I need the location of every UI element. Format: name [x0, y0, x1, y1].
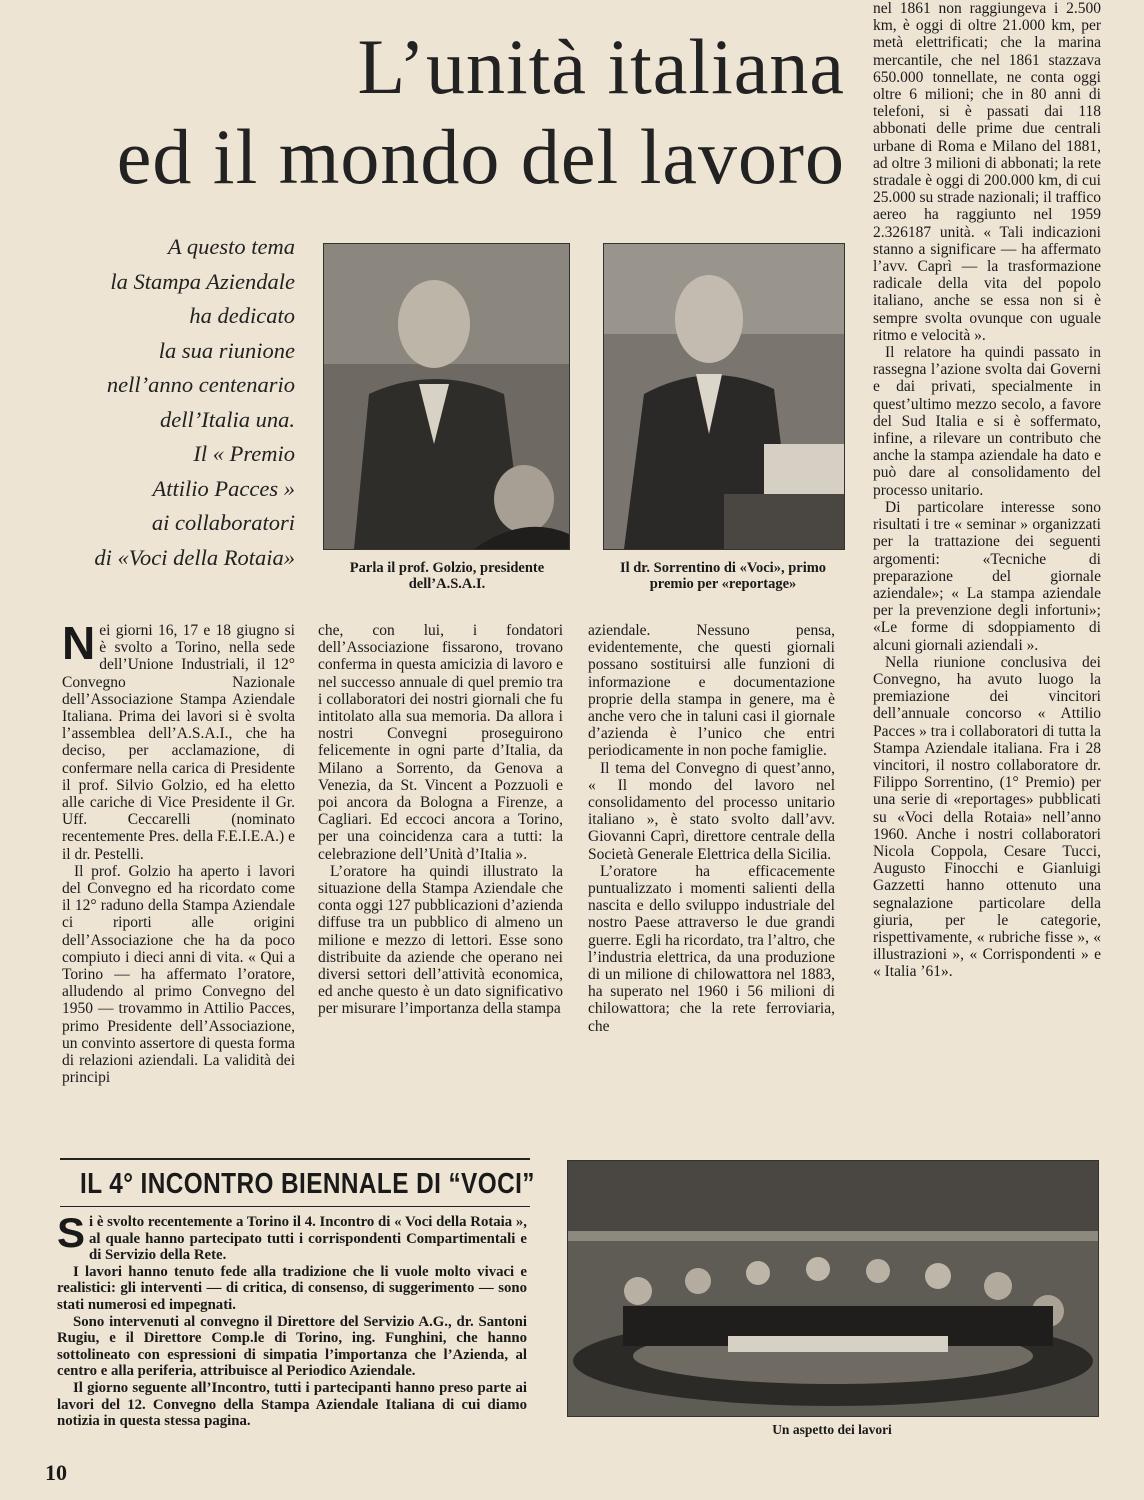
article-title	[70, 22, 845, 202]
lead-line: nell’anno centenario	[106, 372, 295, 397]
lead-line: dell’Italia una.	[160, 406, 295, 432]
box-top-rule	[60, 1158, 530, 1160]
lead-line: Il « Premio	[193, 441, 295, 466]
column-2	[318, 622, 563, 1018]
lead-line: A questo tema	[167, 234, 295, 259]
paragraph: I lavori hanno tenuto fede alla tradizione che li vuole molto vivaci e realistici: gli interventi — di critica, di consenso, di suggerimento — sono stati numerosi ed impegnati.	[57, 1263, 527, 1313]
caption-golzio: Parla il prof. Golzio, presidente dell’A.S.A.I.	[349, 560, 545, 592]
paragraph	[57, 1209, 527, 1264]
photo-meeting	[567, 1160, 1099, 1417]
lead-line: ha dedicato	[189, 303, 295, 328]
paragraph: Il relatore ha quindi passato in rassegna l’azione svolta dai Governi e dai privati, specialmente in quest’ultimo mezzo secolo, a favore del Sud Italia e si è soffermato, infine, a rilevare un contributo che anche la stampa aziendale ha dato e può dare al consolidamento del processo unitario.	[873, 344, 1101, 499]
box-title-rule	[60, 1206, 530, 1207]
paragraph: Il prof. Golzio ha aperto i lavori del Convegno ed ha ricordato come il 12° raduno della Stampa Aziendale ci riporti alle origini dell’Associazione che ha da poco compiuto i dieci anni di vita. « Qui a Torino — ha affermato l’oratore, alludendo al primo Convegno del 1950 — trovammo in Attilio Pacces, primo Presidente dell’Associazione, un convinto assertore di questa forma di relazioni aziendali. La validità dei principi	[62, 862, 295, 1087]
photo-sorrentino-illustration	[604, 244, 844, 549]
paragraph: Sono intervenuti al convegno il Direttore del Servizio A.G., dr. Santoni Rugiu, e il Direttore Comp.le di Torino, ing. Funghini, che hanno sottolineato con espressioni di simpatia l’importanza che l’Azienda, al centro e alla periferia, attribuisce al Periodico Aziendale.	[57, 1313, 527, 1380]
lead-line: la sua riunione	[158, 337, 295, 363]
article-lead	[40, 230, 295, 575]
lead-line: la Stampa Aziendale	[110, 268, 295, 294]
caption-sorrentino: Il dr. Sorrentino di «Voci», primo premio per «reportage»	[619, 560, 827, 592]
dropcap: N	[62, 617, 96, 669]
column-1	[62, 617, 295, 1087]
paragraph: nel 1861 non raggiungeva i 2.500 km, è oggi di oltre 21.000 km, per metà elettrificati; che la marina mercantile, che nel 1861 stazzava 650.000 tonnellate, ne conta oggi oltre 6 milioni; che in 80 anni di telefoni, si è passati dai 118 abbonati delle prime due centrali urbane di Roma e Milano del 1881, ad oltre 3 milioni di abbonati; la rete stradale è oggi di 200.000 km, di cui 25.000 su strade nazionali; il traffico aereo ha raggiunto nel 1959 2.326187 unità. « Tali indicazioni stanno a significare — ha affermato l’avv. Caprì — la trasformazione radicale della vita del popolo italiano, anche se essa non si è sempre svolta ovunque con uguale ritmo e velocità ».	[873, 0, 1101, 344]
paragraph: L’oratore ha efficacemente puntualizzato i momenti salienti della nascita e dello sviluppo industriale del nostro Paese attraverso le due grandi guerre. Egli ha ricordato, tra l’altro, che l’industria elettrica, da una produzione di un milione di chilowattora nel 1883, ha superato nel 1960 i 56 milioni di chilowattora; che la rete ferroviaria, che	[588, 862, 835, 1035]
paragraph	[62, 617, 295, 863]
column-4	[873, 0, 1101, 981]
photo-golzio	[323, 243, 570, 550]
caption-meeting: Un aspetto dei lavori	[772, 1422, 892, 1437]
photo-sorrentino	[603, 243, 845, 550]
paragraph: Il giorno seguente all’Incontro, tutti i partecipanti hanno preso parte ai lavori del 12. Convegno della Stampa Aziendale Italiana di cui diamo notizia in questa stessa pagina.	[57, 1379, 527, 1430]
paragraph-text: i è svolto recentemente a Torino il 4. Incontro di « Voci della Rotaia », al quale hanno partecipato tutti i corrispondenti Compartimentali e di Servizio della Rete.	[89, 1214, 527, 1264]
paragraph: Di particolare interesse sono risultati i tre « seminar » organizzati per la trattazione dei seguenti argomenti: «Tecniche di preparazione del giornale aziendale»; « La stampa aziendale per la prevenzione degli infortuni»; «Le forme di sdoppiamento di alcuni giornali aziendali ».	[873, 498, 1101, 654]
paragraph: aziendale. Nessuno pensa, evidentemente, che questi giornali possano sostituirsi alle funzioni di informazione e documentazione proprie della stampa in genere, ma è anche vero che in taluni casi il giornale d’azienda è l’unico che entri periodicamente in non poche famiglie.	[588, 622, 835, 760]
box-text	[57, 1209, 527, 1430]
paragraph-text: ei giorni 16, 17 e 18 giugno si è svolto a Torino, nella sede dell’Unione Industriali, il 12° Convegno Nazionale dell’Associazione Stampa Aziendale Italiana. Prima dei lavori si è svolta l’assemblea dell’A.S.A.I., che ha deciso, per acclamazione, di confermare nella carica di Presidente il prof. Silvio Golzio, ed ha eletto alle cariche di Vice Presidente il Gr. Uff. Ceccarelli (nominato recentemente Pres. della F.E.I.E.A.) e il dr. Pestelli.	[62, 622, 295, 863]
paragraph: L’oratore ha quindi illustrato la situazione della Stampa Aziendale che conta oggi 127 pubblicazioni d’azienda diffuse tra un pubblico di almeno un milione e mezzo di lettori. Esse sono distribuite da aziende che operano nei diversi settori dell’attività economica, ed anche questo è un dato significativo per misurare l’importanza della stampa	[318, 862, 563, 1018]
photo-meeting-illustration	[568, 1161, 1098, 1416]
lead-line: Attilio Pacces »	[152, 475, 295, 501]
page-number: 10	[45, 1460, 67, 1485]
paragraph: Il tema del Convegno di quest’anno, « Il mondo del lavoro nel consolidamento del processo unitario italiano », è stato svolto dall’avv. Giovanni Caprì, direttore centrale della Società Generale Elettrica della Sicilia.	[588, 759, 835, 863]
photo-golzio-illustration	[324, 244, 569, 549]
box-title: IL 4° INCONTRO BIENNALE DI “VOCI”	[80, 1168, 535, 1200]
title-line-2: ed il mondo del lavoro	[116, 113, 845, 200]
paragraph: che, con lui, i fondatori dell’Associazione fissarono, trovano conferma in questa amicizia di lavoro e nel successo annuale di quel premio tra i collaboratori dei nostri giornali che fu intitolato alla sua memoria. Da allora i nostri Convegni proseguirono felicemente in ogni parte d’Italia, da Milano a Sorrento, da Genova a Venezia, da St. Vincent a Pozzuoli e poi ancora da Bologna a Firenze, a Cagliari. Ed eccoci ancora a Torino, per una coincidenza cara a tutti: la celebrazione dell’Unità d’Italia ».	[318, 622, 563, 863]
dropcap: S	[57, 1209, 86, 1256]
lead-line: ai collaboratori	[151, 510, 295, 535]
column-3	[588, 622, 835, 1035]
lead-line: di «Voci della Rotaia»	[94, 544, 295, 570]
title-line-1: L’unità italiana	[357, 23, 845, 110]
paragraph: Nella riunione conclusiva dei Convegno, ha avuto luogo la premiazione dei vincitori dell’annuale concorso « Attilio Pacces » tra i collaboratori di tutta la Stampa Aziendale italiana. Fra i 28 vincitori, il nostro collaboratore dr. Filippo Sorrentino, (1° Premio) per una serie di «reportages» pubblicati su «Voci della Rotaia» nell’anno 1960. Anche i nostri collaboratori Nicola Coppola, Cesare Tucci, Augusto Finocchi e Gianluigi Gazzetti hanno ottenuto una segnalazione particolare della giuria, per le categorie, rispettivamente, « rubriche fisse », « illustrazioni », « Corrispondenti » e « Italia ’61».	[873, 653, 1101, 981]
